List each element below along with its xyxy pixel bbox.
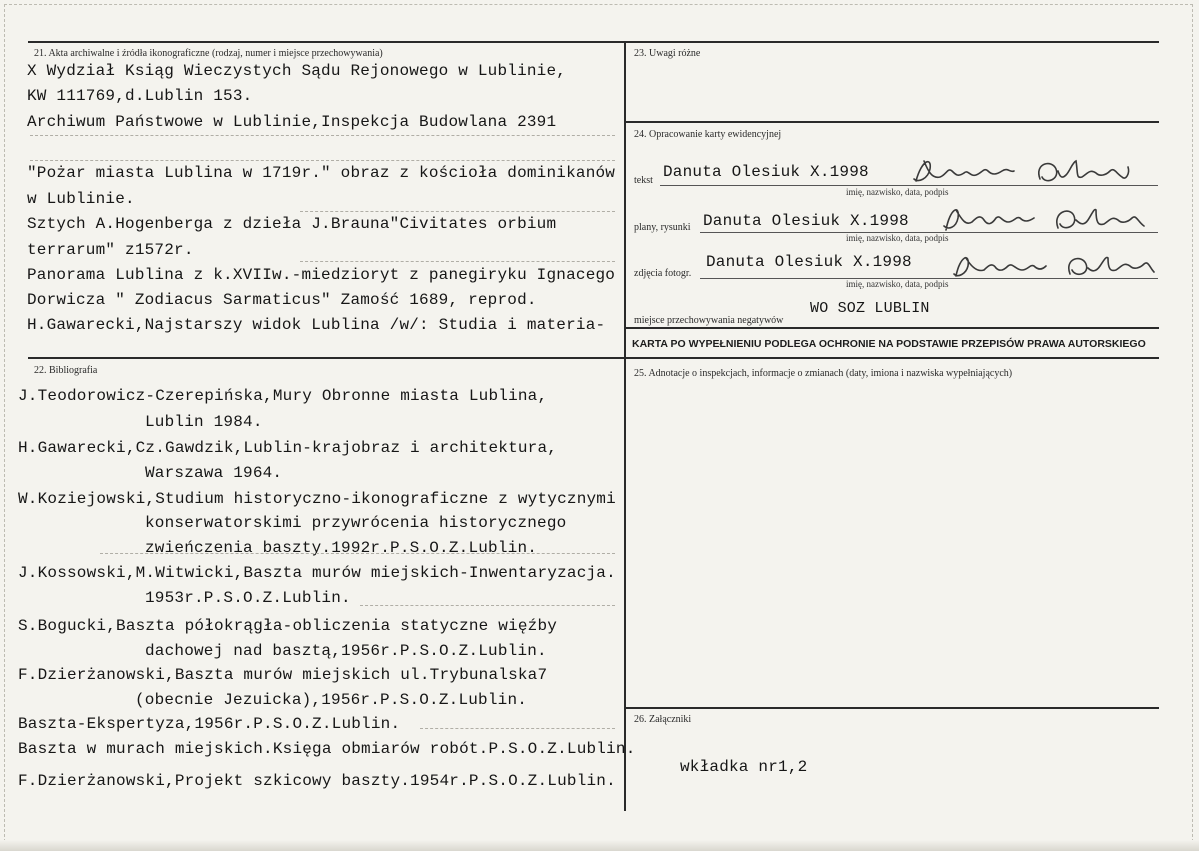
archive-line: terrarum" z1572r. xyxy=(27,241,194,259)
section-23-header: 23. Uwagi różne xyxy=(634,48,701,59)
archive-line: X Wydział Ksiąg Wieczystych Sądu Rejonowego w Lublinie, xyxy=(27,62,567,80)
archive-line: w Lublinie. xyxy=(27,190,135,208)
section-25-header: 25. Adnotacje o inspekcjach, informacje o zmianach (daty, imiona i nazwiska wypełniających) xyxy=(634,368,1013,379)
negatywy-label: miejsce przechowywania negatywów xyxy=(634,315,784,326)
right-rule-23-24 xyxy=(624,121,1159,123)
bibliography-line: dachowej nad basztą,1956r.P.S.O.Z.Lublin. xyxy=(145,642,547,660)
top-rule xyxy=(28,41,1159,43)
bibliography-line: F.Dzierżanowski,Projekt szkicowy baszty.1954r.P.S.O.Z.Lublin. xyxy=(18,772,616,790)
right-rule-25-26 xyxy=(624,707,1159,709)
zdjecia-value: Danuta Olesiuk X.1998 xyxy=(706,253,912,271)
center-divider xyxy=(624,41,626,811)
bibliography-line: zwieńczenia baszty.1992r.P.S.O.Z.Lublin. xyxy=(145,539,538,557)
zdjecia-caption: imię, nazwisko, data, podpis xyxy=(846,279,949,289)
guide-line xyxy=(300,261,615,262)
copyright-notice: KARTA PO WYPEŁNIENIU PODLEGA OCHRONIE NA PODSTAWIE PRZEPISÓW PRAWA AUTORSKIEGO xyxy=(632,338,1146,350)
archive-line: Panorama Lublina z k.XVIIw.-miedzioryt z panegiryku Ignacego xyxy=(27,266,616,284)
tekst-label: tekst xyxy=(634,175,653,186)
bibliography-line: Baszta w murach miejskich.Księga obmiarów robót.P.S.O.Z.Lublin. xyxy=(18,740,636,758)
attachments-value: wkładka nr1,2 xyxy=(680,758,808,776)
guide-line xyxy=(300,211,615,212)
tekst-caption: imię, nazwisko, data, podpis xyxy=(846,187,949,197)
bibliography-line: 1953r.P.S.O.Z.Lublin. xyxy=(145,589,351,607)
archive-line: "Pożar miasta Lublina w 1719r." obraz z kościoła dominikanów xyxy=(27,164,616,182)
archive-line: KW 111769,d.Lublin 153. xyxy=(27,87,253,105)
bibliography-line: J.Kossowski,M.Witwicki,Baszta murów miejskich-Inwentaryzacja. xyxy=(18,564,616,582)
signature-icon xyxy=(910,153,1135,193)
bibliography-line: H.Gawarecki,Cz.Gawdzik,Lublin-krajobraz i architektura, xyxy=(18,439,558,457)
section-21-header: 21. Akta archiwalne i źródła ikonograficzne (rodzaj, numer i miejsce przechowywania) xyxy=(34,48,383,59)
bibliography-line: Warszawa 1964. xyxy=(145,464,283,482)
bibliography-line: W.Koziejowski,Studium historyczno-ikonograficzne z wytycznymi xyxy=(18,490,616,508)
bibliography-line: (obecnie Jezuicka),1956r.P.S.O.Z.Lublin. xyxy=(135,691,528,709)
signature-icon xyxy=(950,248,1160,286)
archive-line: Archiwum Państwowe w Lublinie,Inspekcja Budowlana 2391 xyxy=(27,113,557,131)
bibliography-line: Baszta-Ekspertyza,1956r.P.S.O.Z.Lublin. xyxy=(18,715,401,733)
middle-rule xyxy=(28,357,1159,359)
negatywy-value: WO SOZ LUBLIN xyxy=(810,300,930,317)
section-22-header: 22. Bibliografia xyxy=(34,365,98,376)
plany-value: Danuta Olesiuk X.1998 xyxy=(703,212,909,230)
bibliography-line: konserwatorskimi przywrócenia historycznego xyxy=(145,514,567,532)
guide-line xyxy=(360,605,615,606)
bibliography-line: Lublin 1984. xyxy=(145,413,263,431)
archive-line: Sztych A.Hogenberga z dzieła J.Brauna"Civitates orbium xyxy=(27,215,557,233)
zdjecia-label: zdjęcia fotogr. xyxy=(634,268,692,279)
guide-line xyxy=(30,160,615,161)
section-24-header: 24. Opracowanie karty ewidencyjnej xyxy=(634,129,782,140)
card-bottom-edge xyxy=(0,840,1199,851)
plany-caption: imię, nazwisko, data, podpis xyxy=(846,233,949,243)
signature-icon xyxy=(940,200,1150,240)
guide-line xyxy=(30,135,615,136)
bibliography-line: J.Teodorowicz-Czerepińska,Mury Obronne miasta Lublina, xyxy=(18,387,548,405)
right-rule-24-notice xyxy=(624,327,1159,329)
archive-line: Dorwicza " Zodiacus Sarmaticus" Zamość 1689, reprod. xyxy=(27,291,537,309)
guide-line xyxy=(100,553,615,554)
tekst-value: Danuta Olesiuk X.1998 xyxy=(663,163,869,181)
plany-label: plany, rysunki xyxy=(634,222,691,233)
guide-line xyxy=(420,728,615,729)
section-26-header: 26. Załączniki xyxy=(634,714,692,725)
bibliography-line: F.Dzierżanowski,Baszta murów miejskich ul.Trybunalska7 xyxy=(18,666,548,684)
bibliography-line: S.Bogucki,Baszta półokrągła-obliczenia statyczne więźby xyxy=(18,617,558,635)
archive-line: H.Gawarecki,Najstarszy widok Lublina /w/: Studia i materia- xyxy=(27,316,606,334)
